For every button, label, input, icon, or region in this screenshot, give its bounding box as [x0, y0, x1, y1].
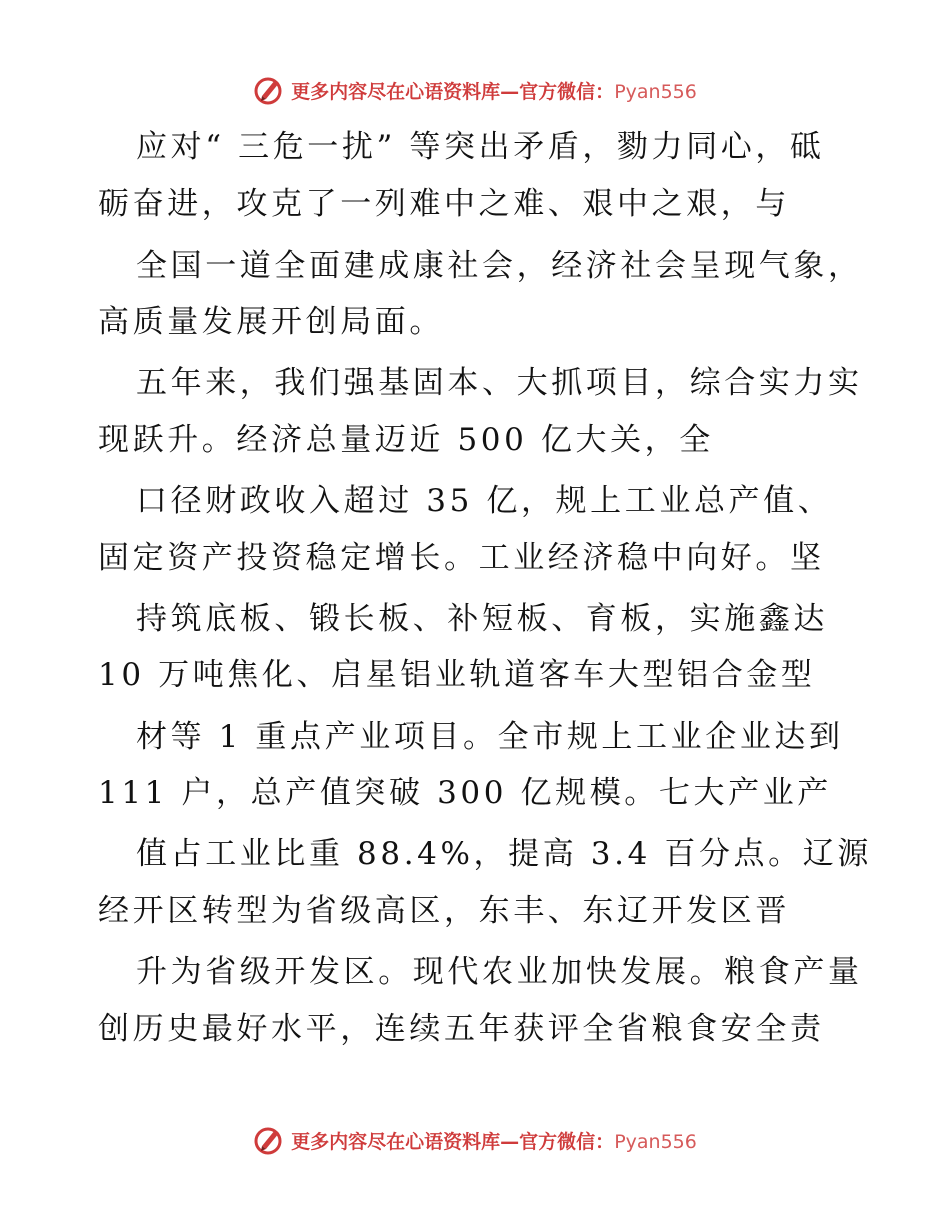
text-line: 10 万吨焦化、启星铝业轨道客车大型铝合金型 [98, 657, 816, 693]
pen-circle-icon [253, 1124, 285, 1156]
text-line: 全国一道全面建成康社会，经济社会呈现气象， [136, 248, 863, 284]
text-line: 口径财政收入超过 35 亿，规上工业总产值、 [136, 483, 833, 519]
text-line: 五年来，我们强基固本、大抓项目，综合实力实 [136, 365, 863, 401]
text-line: 现跃升。经济总量迈近 500 亿大关，全 [98, 422, 714, 458]
watermark-wechat-id: Pyan556 [614, 80, 697, 103]
footer-watermark [0, 1122, 950, 1158]
text-line: 值占工业比重 88.4%，提高 3.4 百分点。辽源 [136, 836, 872, 872]
text-line: 砺奋进，攻克了一列难中之难、艰中之艰，与 [98, 186, 790, 222]
text-line: 高质量发展开创局面。 [98, 304, 444, 340]
watermark-brand: 更多内容尽在心语资料库 [291, 80, 501, 103]
watermark-text [291, 1127, 697, 1154]
text-line: 材等 1 重点产业项目。全市规上工业企业达到 [136, 719, 844, 755]
text-line: 创历史最好水平，连续五年获评全省粮食安全责 [98, 1011, 825, 1047]
text-line: 持筑底板、锻长板、补短板、育板，实施鑫达 [136, 601, 828, 637]
text-line: 升为省级开发区。现代农业加快发展。粮食产量 [136, 954, 863, 990]
watermark-separator: — [500, 80, 520, 103]
watermark-wechat-label: 官方微信： [519, 1130, 615, 1153]
text-line: 固定资产投资稳定增长。工业经济稳中向好。坚 [98, 540, 825, 576]
text-line: 应对“ 三危一扰” 等突出矛盾，勠力同心，砥 [136, 129, 825, 165]
text-line: 经开区转型为省级高区，东丰、东辽开发区晋 [98, 893, 790, 929]
watermark-wechat-id: Pyan556 [614, 1130, 697, 1153]
text-line: 111 户，总产值突破 300 亿规模。七大产业产 [98, 775, 832, 811]
watermark-separator: — [500, 1130, 520, 1153]
watermark-wechat-label: 官方微信： [519, 80, 615, 103]
watermark-brand: 更多内容尽在心语资料库 [291, 1130, 501, 1153]
